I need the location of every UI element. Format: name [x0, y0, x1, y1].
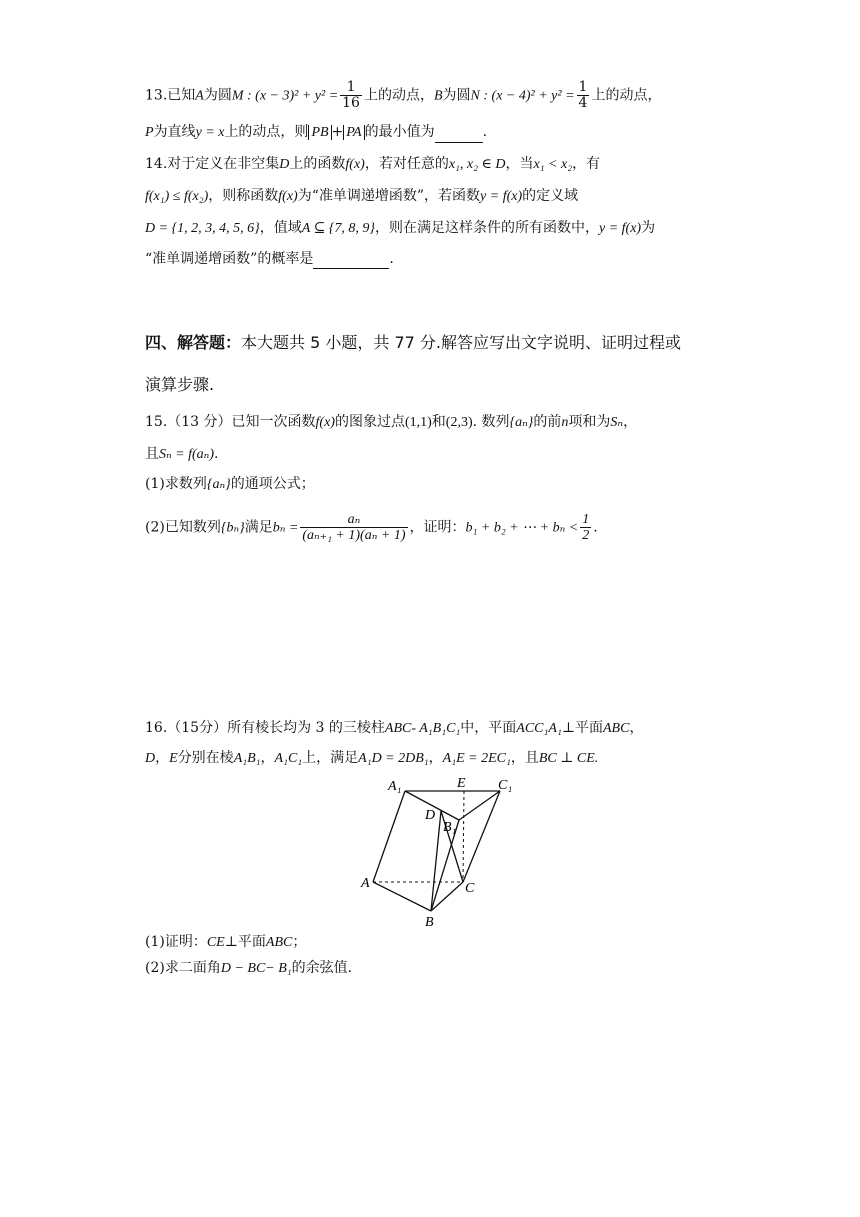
q14-line-1: 14.对于定义在非空集D上的函数f(x)，若对任意的x₁, x₂ ∈ D，当x₁ < x₂，有: [145, 156, 601, 172]
circle-m-equation: M : (x − 3)² + y² =: [231, 88, 339, 104]
fraction-1-4: $\frac{1}{4}$: [578, 79, 588, 111]
q14-line-2: f(x₁) ≤ f(x₂)，则称函数f(x)为“准单调递增函数”，若函数y = f(x)的定义域: [145, 188, 579, 204]
section-heading: 四、解答题：本大题共 5 小题，共 77 分.解答应写出文字说明、证明过程或: [145, 333, 681, 352]
section-heading-cont: 演算步骤.: [145, 375, 215, 394]
label-b1: B₁: [443, 820, 457, 835]
q13-line-1: 13.已知A为圆M : (x − 3)² + y² = $\frac{1}{16}$ 上的动点，B为圆N : (x − 4)² + y² = $\frac{1}{4}$ 上的动点，: [145, 79, 662, 111]
label-a: A: [361, 876, 370, 891]
q16-line-2: D，E分别在棱A₁B₁，A₁C₁上，满足A₁D = 2DB₁，A₁E = 2EC₁，且BC ⊥ CE.: [145, 750, 599, 766]
answer-blank[interactable]: [313, 254, 389, 269]
q16-line-1: 16.（15分）所有棱长均为 3 的三棱柱ABC- A₁B₁C₁中，平面ACC₁A₁⊥平面ABC，: [145, 720, 644, 736]
edge-a-b: [373, 882, 431, 911]
q15-part-1: (1)求数列{aₙ}的通项公式；: [145, 476, 315, 492]
label-c: C: [465, 881, 475, 896]
bn-fraction: $\frac{\text{aₙ}}{\text{(aₙ₊₁ + 1)(aₙ + 1)}}$: [302, 512, 406, 543]
q15-line-2: 且Sₙ = f(aₙ).: [145, 446, 219, 462]
segment-e-c-hidden: [463, 791, 464, 882]
q16-part-2: (2)求二面角D − BC− B₁的余弦值.: [145, 960, 353, 976]
prism-figure: [355, 775, 525, 930]
label-b: B: [425, 915, 434, 930]
q13-line-2: P为直线y = x上的动点，则 PB + PA 的最小值为 .: [145, 122, 487, 143]
label-d: D: [425, 808, 436, 823]
q15-part-2: (2)已知数列{bₙ}满足bₙ = $\frac{\text{aₙ}}{\text{(aₙ₊₁ + 1)(aₙ + 1)}}$ ，证明：b₁ + b₂ + ⋯ + bₙ < $\frac{1}{2}$ .: [145, 512, 598, 543]
q16-part-1: (1)证明：CE⊥平面ABC；: [145, 934, 307, 950]
circle-n-equation: N : (x − 4)² + y² =: [470, 88, 575, 104]
fraction-1-16: $\frac{1}{16}$: [342, 79, 360, 111]
q15-line-1: 15.（13 分）已知一次函数f(x)的图象过点(1,1)和(2,3). 数列{aₙ}的前n项和为Sₙ，: [145, 414, 638, 430]
label-a1: A₁: [388, 779, 402, 794]
edge-a-a1: [373, 791, 405, 882]
label-e: E: [457, 776, 466, 791]
q14-line-4: “准单调递增函数”的概率是 .: [145, 251, 394, 267]
fraction-1-2: $\frac{1}{2}$: [582, 512, 590, 543]
answer-blank[interactable]: [435, 128, 483, 143]
q14-line-3: D = {1, 2, 3, 4, 5, 6}，值域A ⊆ {7, 8, 9}，则在满足这样条件的所有函数中，y = f(x)为: [145, 220, 656, 236]
label-c1: C₁: [498, 778, 513, 793]
